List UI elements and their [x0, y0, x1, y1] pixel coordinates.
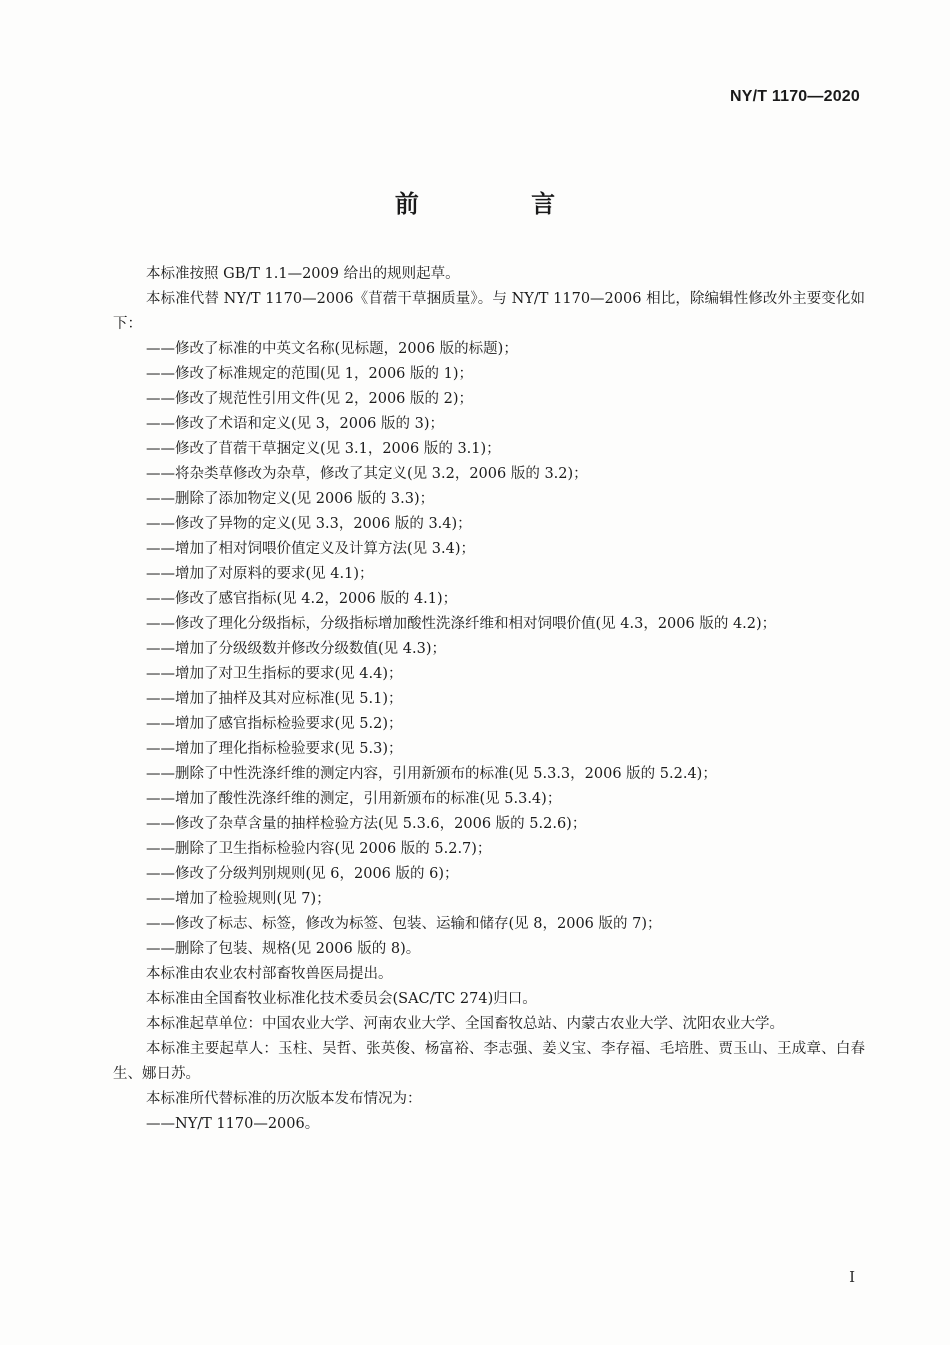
- change-item: ——增加了检验规则(见 7)；: [146, 891, 331, 907]
- paragraph-drafting-units: 本标准起草单位：中国农业大学、河南农业大学、全国畜牧总站、内蒙古农业大学、沈阳农业大学。: [146, 1016, 784, 1032]
- change-item: ——修改了规范性引用文件(见 2，2006 版的 2)；: [146, 391, 473, 407]
- change-item: ——删除了包装、规格(见 2006 版的 8)。: [146, 941, 421, 957]
- paragraph-drafters: 本标准主要起草人：玉柱、吴哲、张英俊、杨富裕、李志强、姜义宝、李存福、毛培胜、贾玉山、王成章、白春生、娜日苏。: [113, 1041, 865, 1082]
- paragraph-proposer: 本标准由农业农村部畜牧兽医局提出。: [146, 966, 393, 982]
- change-item: ——增加了相对饲喂价值定义及计算方法(见 3.4)；: [146, 541, 475, 557]
- change-item: ——修改了杂草含量的抽样检验方法(见 5.3.6，2006 版的 5.2.6)；: [146, 816, 587, 832]
- change-item: ——修改了分级判别规则(见 6，2006 版的 6)；: [146, 866, 459, 882]
- change-item: ——删除了卫生指标检验内容(见 2006 版的 5.2.7)；: [146, 841, 492, 857]
- change-item: ——修改了标准的中英文名称(见标题，2006 版的标题)；: [146, 341, 518, 357]
- change-item: ——增加了感官指标检验要求(见 5.2)；: [146, 716, 403, 732]
- paragraph-drafting-rules: 本标准按照 GB/T 1.1—2009 给出的规则起草。: [146, 266, 460, 282]
- history-item: ——NY/T 1170—2006。: [146, 1116, 320, 1132]
- change-item: ——修改了术语和定义(见 3，2006 版的 3)；: [146, 416, 444, 432]
- paragraph-committee: 本标准由全国畜牧业标准化技术委员会(SAC/TC 274)归口。: [146, 991, 537, 1007]
- change-item: ——修改了苜蓿干草捆定义(见 3.1，2006 版的 3.1)；: [146, 441, 501, 457]
- change-item: ——增加了分级级数并修改分级数值(见 4.3)；: [146, 641, 446, 657]
- change-item: ——修改了感官指标(见 4.2，2006 版的 4.1)；: [146, 591, 458, 607]
- document-body: [113, 262, 865, 1137]
- page-title: 前 言: [394, 190, 608, 218]
- changes-list: [113, 337, 865, 962]
- change-item: ——增加了对原料的要求(见 4.1)；: [146, 566, 374, 582]
- paragraph-replaces: 本标准代替 NY/T 1170—2006《苜蓿干草捆质量》。与 NY/T 1170—2006 相比，除编辑性修改外主要变化如下：: [113, 291, 865, 332]
- change-item: ——修改了标准规定的范围(见 1，2006 版的 1)；: [146, 366, 473, 382]
- change-item: ——修改了标志、标签，修改为标签、包装、运输和储存(见 8，2006 版的 7)；: [146, 916, 662, 932]
- change-item: ——删除了添加物定义(见 2006 版的 3.3)；: [146, 491, 435, 507]
- page-number: I: [849, 1268, 855, 1286]
- change-item: ——修改了异物的定义(见 3.3，2006 版的 3.4)；: [146, 516, 472, 532]
- change-item: ——增加了酸性洗涤纤维的测定，引用新颁布的标准(见 5.3.4)；: [146, 791, 562, 807]
- paragraph-history-intro: 本标准所代替标准的历次版本发布情况为：: [146, 1091, 422, 1107]
- change-item: ——修改了理化分级指标，分级指标增加酸性洗涤纤维和相对饲喂价值(见 4.3，2006 版的 4.2)；: [146, 616, 777, 632]
- change-item: ——将杂类草修改为杂草，修改了其定义(见 3.2，2006 版的 3.2)；: [146, 466, 588, 482]
- standard-code: NY/T 1170—2020: [730, 88, 860, 105]
- change-item: ——增加了对卫生指标的要求(见 4.4)；: [146, 666, 403, 682]
- change-item: ——删除了中性洗涤纤维的测定内容，引用新颁布的标准(见 5.3.3，2006 版的 5.2.4)；: [146, 766, 717, 782]
- change-item: ——增加了理化指标检验要求(见 5.3)；: [146, 741, 403, 757]
- change-item: ——增加了抽样及其对应标准(见 5.1)；: [146, 691, 403, 707]
